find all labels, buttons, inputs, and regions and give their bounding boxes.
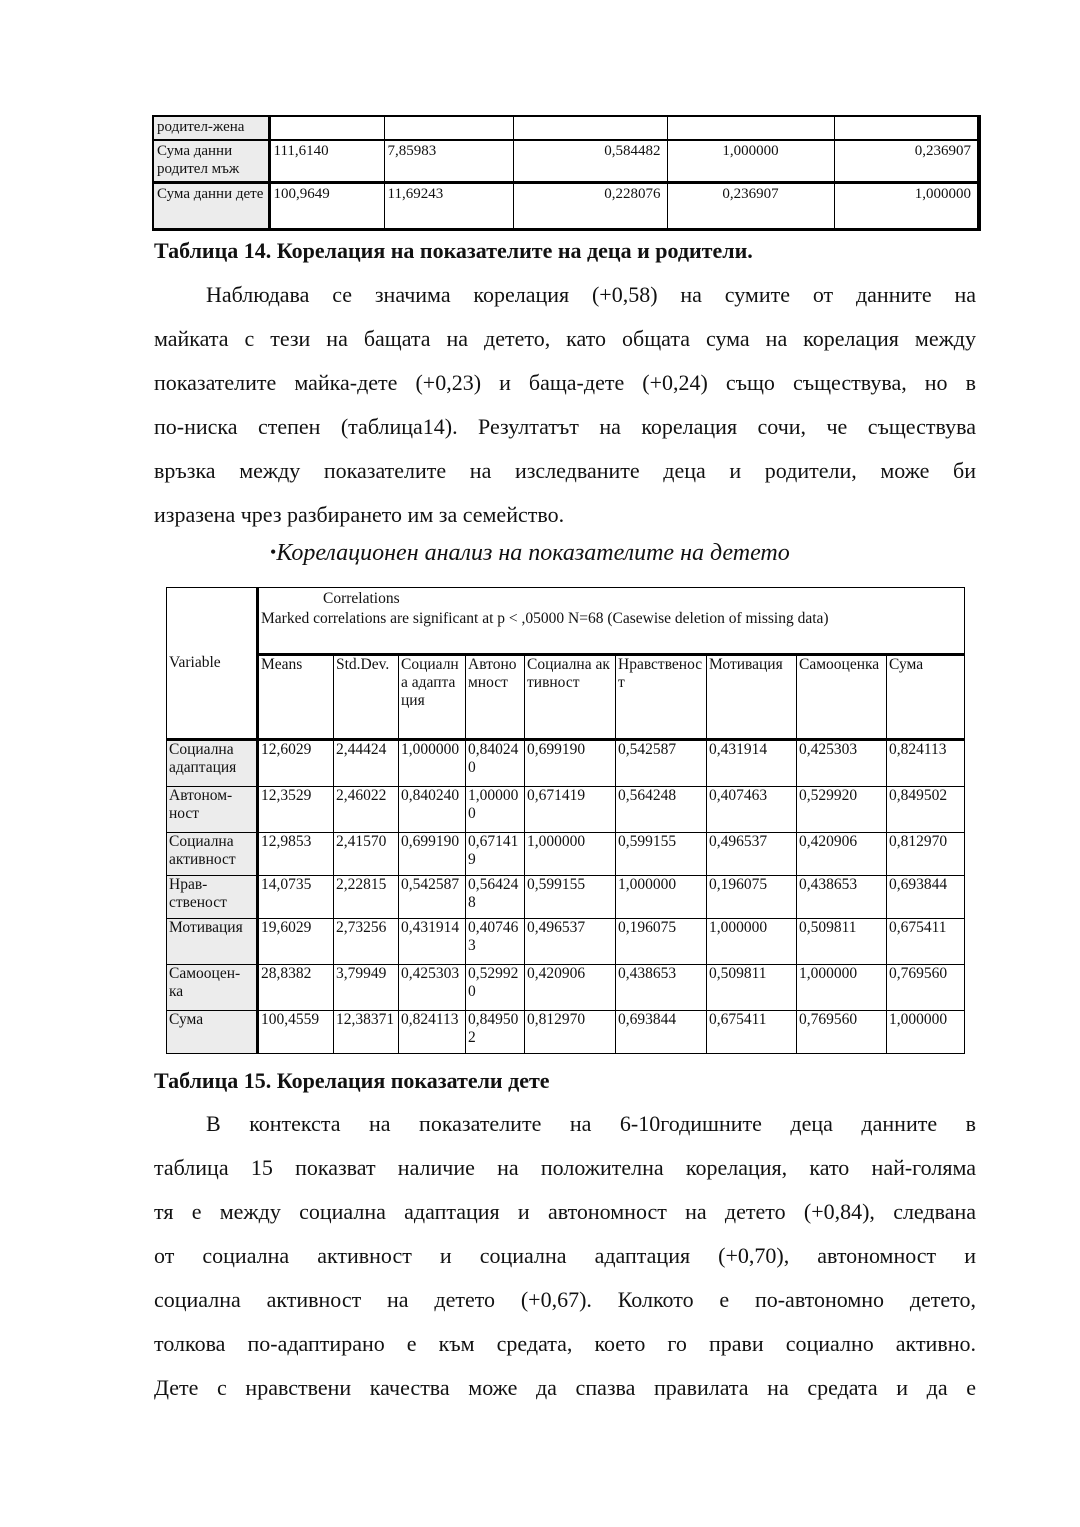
cell: 1,000000	[525, 833, 616, 876]
table-row	[167, 833, 965, 876]
section-heading-text: Корелационен анализ на показателите на детето	[276, 540, 790, 566]
cell: 2,46022	[334, 787, 399, 833]
paragraph-line: В контекста на показателите на 6-10годишните деца данните в	[206, 1111, 976, 1136]
paragraph-line: от социална активност и социална адаптация (+0,70), автономност и	[154, 1243, 976, 1268]
column-header: Автономност	[466, 655, 525, 740]
cell: 0,509811	[707, 965, 797, 1011]
cell: 0,431914	[707, 740, 797, 787]
cell: 0,529920	[466, 965, 525, 1011]
paragraph-line: социална активност на детето (+0,67). Колкото е по-автономно детето,	[154, 1287, 976, 1312]
table-row	[167, 787, 965, 833]
cell: 1,000000	[797, 965, 887, 1011]
cell: 0,564248	[616, 787, 707, 833]
table-row	[153, 140, 979, 183]
variable-label: Variable	[167, 588, 258, 740]
cell	[384, 116, 513, 140]
table-15-caption: Таблица 15. Корелация показатели дете	[154, 1068, 550, 1093]
cell: 0,438653	[616, 965, 707, 1011]
cell: 0,420906	[525, 965, 616, 1011]
cell: 2,22815	[334, 876, 399, 919]
cell: 0,849502	[466, 1011, 525, 1054]
table-header-row	[167, 588, 965, 655]
cell: 3,79949	[334, 965, 399, 1011]
cell: 0,840240	[399, 787, 466, 833]
paragraph-line: майката с тези на бащата на детето, като общата сума на корелация между	[154, 326, 976, 351]
column-header: Самооценка	[797, 655, 887, 740]
cell: 1,000000	[466, 787, 525, 833]
paragraph-line: изразена чрез разбирането им за семейство.	[154, 502, 565, 527]
cell: 0,425303	[399, 965, 466, 1011]
paragraph-1	[154, 273, 976, 537]
cell: 2,41570	[334, 833, 399, 876]
cell: 1,000000	[834, 183, 979, 230]
cell: 14,0735	[258, 876, 334, 919]
correlations-title: Correlations	[323, 590, 400, 607]
paragraph-line: Наблюдава се значима корелация (+0,58) на сумите от данните на	[206, 282, 976, 307]
cell: 0,496537	[525, 919, 616, 965]
table-row	[167, 740, 965, 787]
cell: 111,6140	[269, 140, 384, 183]
paragraph-line: толкова по-адаптирано е към средата, което го прави социално активно.	[154, 1331, 976, 1356]
cell: 0,599155	[616, 833, 707, 876]
table-row	[167, 1011, 965, 1054]
cell	[667, 116, 834, 140]
cell: 1,000000	[707, 919, 797, 965]
column-header: Std.Dev.	[334, 655, 399, 740]
cell: 1,000000	[399, 740, 466, 787]
cell: 0,425303	[797, 740, 887, 787]
cell: 100,9649	[269, 183, 384, 230]
cell: 0,812970	[525, 1011, 616, 1054]
cell: 1,000000	[616, 876, 707, 919]
table-row	[167, 876, 965, 919]
cell: 0,431914	[399, 919, 466, 965]
cell: 0,196075	[707, 876, 797, 919]
row-label: Социална адаптация	[167, 740, 258, 787]
cell: 0,420906	[797, 833, 887, 876]
row-label: Сума данни родител мъж	[153, 140, 269, 183]
cell: 0,407463	[466, 919, 525, 965]
cell: 100,4559	[258, 1011, 334, 1054]
correlations-header	[258, 588, 965, 655]
cell: 7,85983	[384, 140, 513, 183]
cell: 0,671419	[466, 833, 525, 876]
cell: 0,599155	[525, 876, 616, 919]
table-15	[166, 587, 965, 1054]
cell: 0,529920	[797, 787, 887, 833]
cell	[513, 116, 667, 140]
cell: 0,699190	[525, 740, 616, 787]
row-label: Сума данни дете	[153, 183, 269, 230]
cell: 28,8382	[258, 965, 334, 1011]
row-label: Сума	[167, 1011, 258, 1054]
cell: 2,44424	[334, 740, 399, 787]
cell: 0,509811	[797, 919, 887, 965]
cell: 12,6029	[258, 740, 334, 787]
column-header: Means	[258, 655, 334, 740]
paragraph-line: по-ниска степен (таблица14). Резултатът на корелация сочи, че съществува	[154, 414, 976, 439]
cell: 0,675411	[707, 1011, 797, 1054]
cell: 19,6029	[258, 919, 334, 965]
table-row	[167, 965, 965, 1011]
cell: 11,69243	[384, 183, 513, 230]
cell	[269, 116, 384, 140]
table-14-caption: Таблица 14. Корелация на показателите на деца и родители.	[154, 238, 753, 263]
cell: 1,000000	[667, 140, 834, 183]
cell: 12,38371	[334, 1011, 399, 1054]
paragraph-line: тя е между социална адаптация и автономност на детето (+0,84), следвана	[154, 1199, 976, 1224]
row-label: Автоном-ност	[167, 787, 258, 833]
column-header: Социална адаптация	[399, 655, 466, 740]
paragraph-2	[154, 1102, 976, 1410]
column-header: Нравственост	[616, 655, 707, 740]
cell	[834, 116, 979, 140]
table-row	[153, 116, 979, 140]
cell: 12,9853	[258, 833, 334, 876]
cell: 0,849502	[887, 787, 965, 833]
bullet-icon: •	[270, 542, 277, 562]
column-header: Социална активност	[525, 655, 616, 740]
cell: 0,496537	[707, 833, 797, 876]
column-header: Мотивация	[707, 655, 797, 740]
cell: 0,769560	[887, 965, 965, 1011]
cell: 2,73256	[334, 919, 399, 965]
cell: 0,438653	[797, 876, 887, 919]
paragraph-line: таблица 15 показват наличие на положителна корелация, като най-голяма	[154, 1155, 976, 1180]
paragraph-line: Дете с нравствени качества може да спазва правилата на средата и да е	[154, 1375, 976, 1400]
cell: 0,542587	[616, 740, 707, 787]
cell: 0,769560	[797, 1011, 887, 1054]
correlations-note: Marked correlations are significant at p < ,05000 N=68 (Casewise deletion of missing data)	[261, 610, 829, 627]
cell: 0,812970	[887, 833, 965, 876]
cell: 0,675411	[887, 919, 965, 965]
cell: 0,564248	[466, 876, 525, 919]
row-label: Социална активност	[167, 833, 258, 876]
cell: 0,542587	[399, 876, 466, 919]
cell: 0,824113	[887, 740, 965, 787]
column-header: Сума	[887, 655, 965, 740]
cell: 0,407463	[707, 787, 797, 833]
cell: 0,236907	[834, 140, 979, 183]
cell: 0,228076	[513, 183, 667, 230]
cell: 0,699190	[399, 833, 466, 876]
row-label: Нрав-ственост	[167, 876, 258, 919]
paragraph-line: показателите майка-дете (+0,23) и баща-дете (+0,24) също съществува, но в	[154, 370, 976, 395]
table-14	[152, 115, 981, 231]
row-label: Самооцен-ка	[167, 965, 258, 1011]
cell: 0,840240	[466, 740, 525, 787]
cell: 0,693844	[616, 1011, 707, 1054]
table-header-row	[167, 655, 965, 740]
row-label: родител-жена	[153, 116, 269, 140]
cell: 0,693844	[887, 876, 965, 919]
cell: 0,584482	[513, 140, 667, 183]
cell: 0,671419	[525, 787, 616, 833]
cell: 0,824113	[399, 1011, 466, 1054]
table-row	[167, 919, 965, 965]
row-label: Мотивация	[167, 919, 258, 965]
table-row	[153, 183, 979, 230]
cell: 0,196075	[616, 919, 707, 965]
paragraph-line: връзка между показателите на изследваните деца и родители, може би	[154, 458, 976, 483]
cell: 0,236907	[667, 183, 834, 230]
section-heading	[270, 540, 790, 567]
cell: 12,3529	[258, 787, 334, 833]
cell: 1,000000	[887, 1011, 965, 1054]
